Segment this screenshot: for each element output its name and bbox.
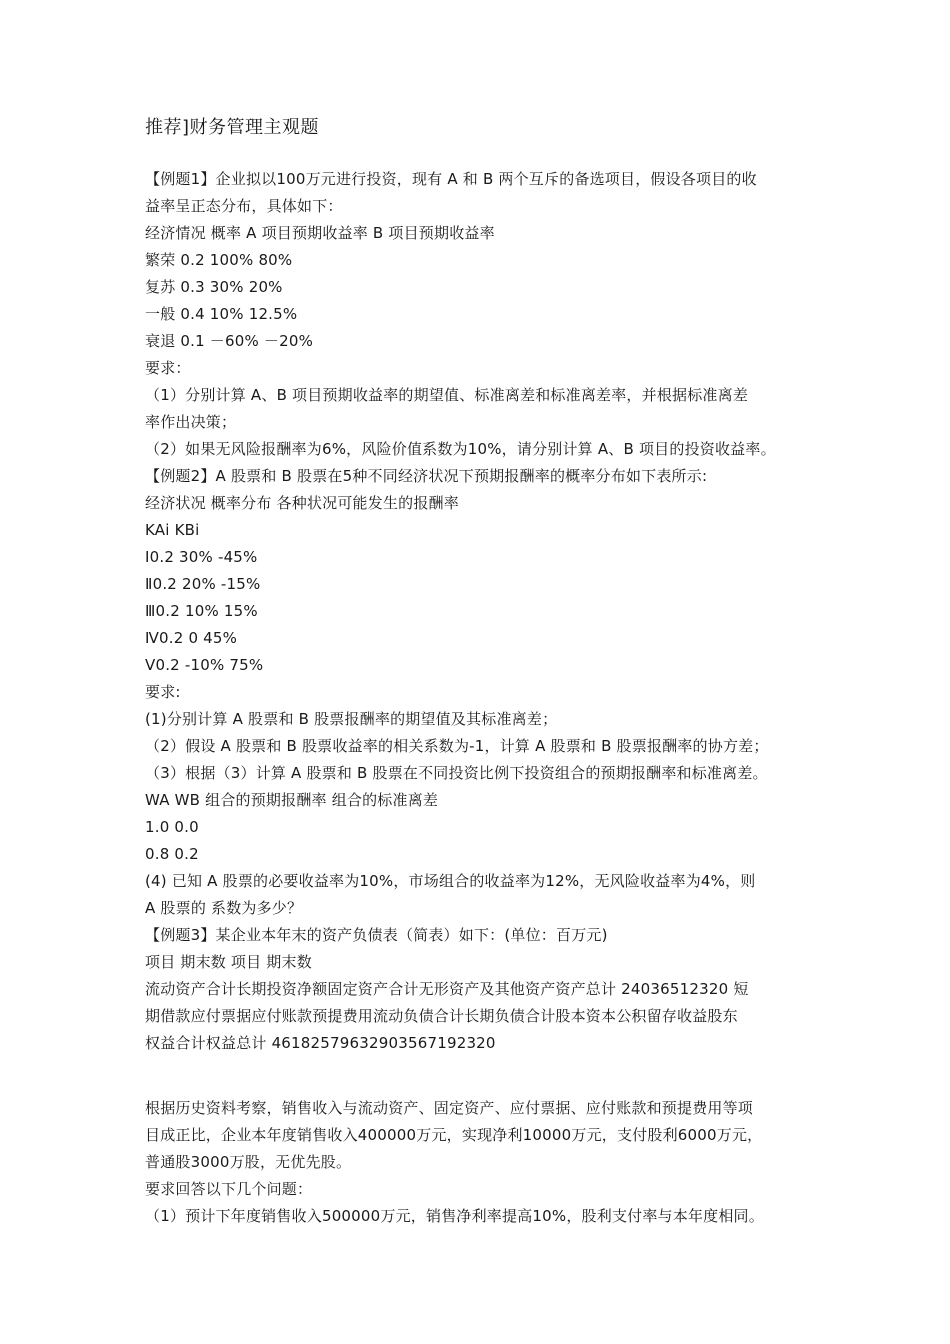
body-line-25: 1.0 0.0 <box>145 818 199 836</box>
body-line-6: 一般 0.4 10% 12.5% <box>145 305 298 323</box>
body-line-3: 经济情况 概率 A 项目预期收益率 B 项目预期收益率 <box>145 224 495 242</box>
body-line-23: （3）根据（3）计算 A 股票和 B 股票在不同投资比例下投资组合的预期报酬率和标准离差。 <box>145 764 768 782</box>
body-after-gap-line-4: 要求回答以下几个问题： <box>145 1180 313 1198</box>
body-line-22: （2）假设 A 股票和 B 股票收益率的相关系数为-1，计算 A 股票和 B 股票报酬率的协方差； <box>145 737 769 755</box>
body-line-4: 繁荣 0.2 100% 80% <box>145 251 293 269</box>
body-line-30: 项目 期末数 项目 期末数 <box>145 953 312 971</box>
body-line-16: Ⅱ0.2 20% -15% <box>145 575 261 593</box>
body-line-17: Ⅲ0.2 10% 15% <box>145 602 258 620</box>
body-line-18: Ⅳ0.2 0 45% <box>145 629 238 647</box>
body-line-29: 【例题3】某企业本年末的资产负债表（简表）如下：(单位：百万元) <box>145 926 608 944</box>
body-after-gap-line-5: （1）预计下年度销售收入500000万元，销售净利率提高10%，股利支付率与本年度相同。 <box>145 1207 764 1225</box>
body-line-26: 0.8 0.2 <box>145 845 199 863</box>
body-line-2: 益率呈正态分布，具体如下： <box>145 197 343 215</box>
body-line-1: 【例题1】企业拟以100万元进行投资，现有 A 和 B 两个互斥的备选项目，假设各项目的收 <box>145 170 757 188</box>
body-after-gap-line-2: 目成正比，企业本年度销售收入400000万元，实现净利10000万元，支付股利6000万元， <box>145 1126 763 1144</box>
body-line-13: 经济状况 概率分布 各种状况可能发生的报酬率 <box>145 494 459 512</box>
body-line-24: WA WB 组合的预期报酬率 组合的标准离差 <box>145 791 439 809</box>
body-line-27: (4) 已知 A 股票的必要收益率为10%，市场组合的收益率为12%，无风险收益率为4%，则 <box>145 872 756 890</box>
body-line-21: (1)分别计算 A 股票和 B 股票报酬率的期望值及其标准离差； <box>145 710 558 728</box>
body-line-7: 衰退 0.1 －60% －20% <box>145 332 314 350</box>
body-line-15: Ⅰ0.2 30% -45% <box>145 548 258 566</box>
body-line-32: 期借款应付票据应付账款预提费用流动负债合计长期负债合计股本资本公积留存收益股东 <box>145 1007 738 1025</box>
body-line-9: （1）分别计算 A、B 项目预期收益率的期望值、标准离差和标准离差率，并根据标准离差 <box>145 386 749 404</box>
document-title: 推荐]财务管理主观题 <box>145 117 320 138</box>
body-line-8: 要求： <box>145 359 191 377</box>
body-line-28: A 股票的 系数为多少？ <box>145 899 303 917</box>
body-after-gap-line-1: 根据历史资料考察，销售收入与流动资产、固定资产、应付票据、应付账款和预提费用等项 <box>145 1099 754 1117</box>
body-line-5: 复苏 0.3 30% 20% <box>145 278 283 296</box>
body-line-12: 【例题2】A 股票和 B 股票在5种不同经济状况下预期报酬率的概率分布如下表所示: <box>145 467 708 485</box>
body-line-31: 流动资产合计长期投资净额固定资产合计无形资产及其他资产资产总计 24036512320 短 <box>145 980 749 998</box>
body-after-gap-line-3: 普通股3000万股，无优先股。 <box>145 1153 352 1171</box>
body-line-10: 率作出决策； <box>145 413 237 431</box>
body-line-20: 要求: <box>145 683 181 701</box>
body-line-19: Ⅴ0.2 -10% 75% <box>145 656 264 674</box>
body-line-14: KAi KBi <box>145 521 200 539</box>
body-line-11: （2）如果无风险报酬率为6%，风险价值系数为10%，请分别计算 A、B 项目的投资收益率。 <box>145 440 776 458</box>
paragraph-gap <box>145 1057 810 1095</box>
body-line-33: 权益合计权益总计 46182579632903567192320 <box>145 1034 496 1052</box>
document-body <box>145 166 810 1230</box>
